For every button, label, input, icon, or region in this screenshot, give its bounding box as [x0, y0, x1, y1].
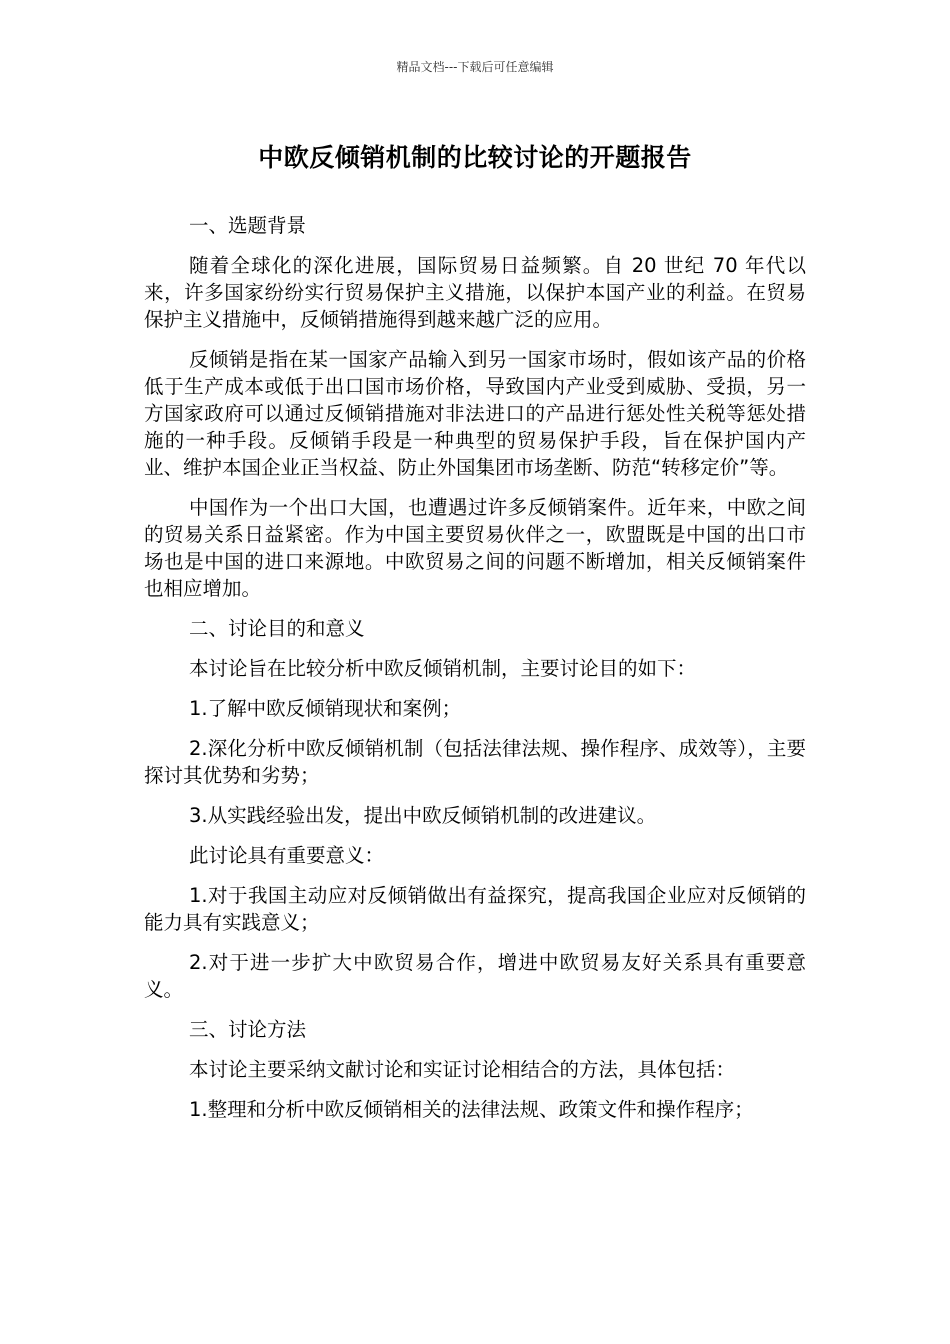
document-body: [144, 212, 806, 1136]
paragraph: 随着全球化的深化进展，国际贸易日益频繁。自 20 世纪 70 年代以来，许多国家纷纷实行贸易保护主义措施，以保护本国产业的利益。在贸易保护主义措施中，反倾销措施得到越来越广泛的应用。: [144, 254, 806, 331]
section-heading-background: 一、选题背景: [189, 214, 307, 237]
header-note: 精品文档---下载后可任意编辑: [396, 60, 554, 74]
section-heading-method: 三、讨论方法: [189, 1018, 307, 1041]
paragraph: 本讨论旨在比较分析中欧反倾销机制，主要讨论目的如下：: [189, 657, 697, 680]
list-item: 1.了解中欧反倾销现状和案例；: [189, 697, 462, 720]
list-item: 2.深化分析中欧反倾销机制（包括法律法规、操作程序、成效等），主要探讨其优势和劣势；: [144, 737, 806, 787]
paragraph: 此讨论具有重要意义：: [189, 844, 385, 867]
list-item: 1.对于我国主动应对反倾销做出有益探究，提高我国企业应对反倾销的能力具有实践意义；: [144, 884, 806, 934]
list-item: 2.对于进一步扩大中欧贸易合作，增进中欧贸易友好关系具有重要意义。: [144, 951, 806, 1001]
paragraph: 反倾销是指在某一国家产品输入到另一国家市场时，假如该产品的价格低于生产成本或低于出口国市场价格，导致国内产业受到威胁、受损，另一方国家政府可以通过反倾销措施对非法进口的产品进行惩处性关税等惩处措施的一种手段。反倾销手段是一种典型的贸易保护手段，旨在保护国内产业、维护本国企业正当权益、防止外国集团市场垄断、防范“转移定价”等。: [144, 348, 806, 479]
section-heading-purpose: 二、讨论目的和意义: [189, 617, 365, 640]
paragraph: 本讨论主要采纳文献讨论和实证讨论相结合的方法，具体包括：: [189, 1058, 736, 1081]
list-item: 1.整理和分析中欧反倾销相关的法律法规、政策文件和操作程序；: [189, 1098, 754, 1121]
paragraph: 中国作为一个出口大国，也遭遇过许多反倾销案件。近年来，中欧之间的贸易关系日益紧密。作为中国主要贸易伙伴之一，欧盟既是中国的出口市场也是中国的进口来源地。中欧贸易之间的问题不断增加，相关反倾销案件也相应增加。: [144, 496, 806, 600]
list-item: 3.从实践经验出发，提出中欧反倾销机制的改进建议。: [189, 804, 657, 827]
document-title: 中欧反倾销机制的比较讨论的开题报告: [258, 143, 692, 172]
